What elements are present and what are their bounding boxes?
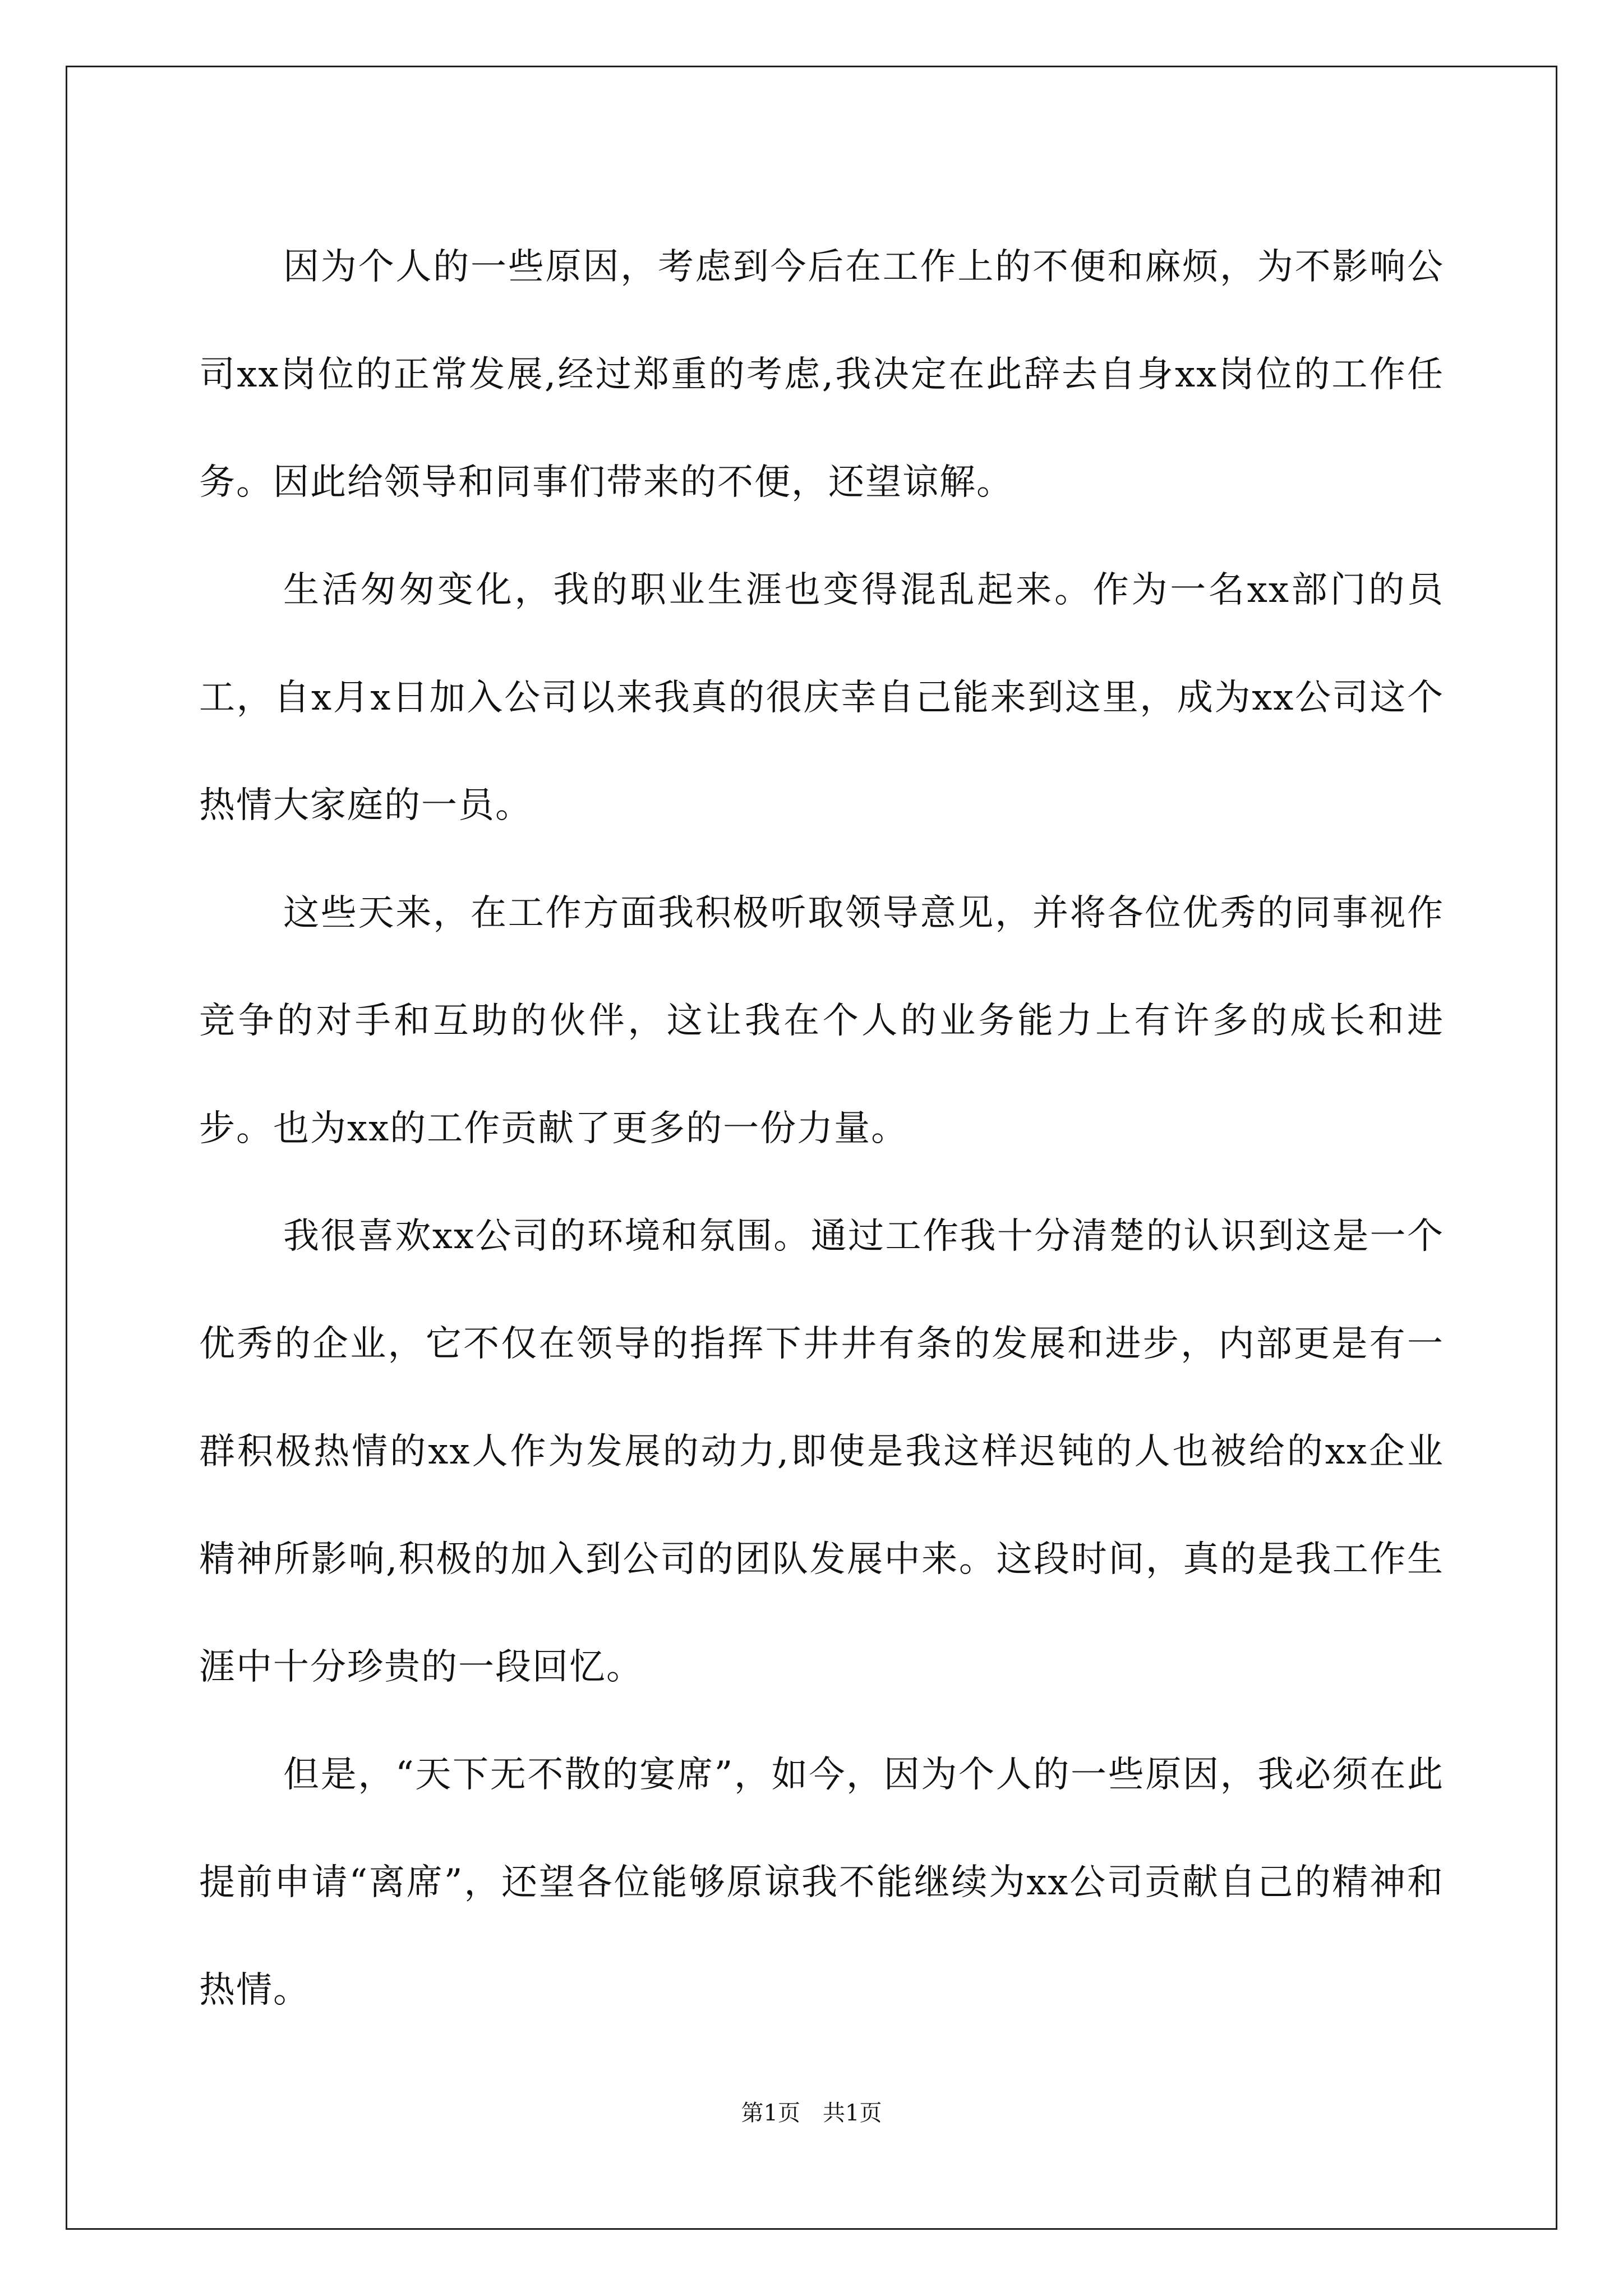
document-body xyxy=(199,213,1444,2044)
paragraph-2: 生活匆匆变化，我的职业生涯也变得混乱起来。作为一名xx部门的员工，自x月x日加入公司以来我真的很庆幸自己能来到这里，成为xx公司这个热情大家庭的一员。 xyxy=(199,569,1444,826)
page-number-footer: 第1页 共1页 xyxy=(741,2100,882,2126)
paragraph-3: 这些天来，在工作方面我积极听取领导意见，并将各位优秀的同事视作竞争的对手和互助的伙伴，这让我在个人的业务能力上有许多的成长和进步。也为xx的工作贡献了更多的一份力量。 xyxy=(199,892,1444,1149)
paragraph-1: 因为个人的一些原因，考虑到今后在工作上的不便和麻烦，为不影响公司xx岗位的正常发展,经过郑重的考虑,我决定在此辞去自身xx岗位的工作任务。因此给领导和同事们带来的不便，还望谅解。 xyxy=(199,246,1444,503)
paragraph-4: 我很喜欢xx公司的环境和氛围。通过工作我十分清楚的认识到这是一个优秀的企业，它不仅在领导的指挥下井井有条的发展和进步，内部更是有一群积极热情的xx人作为发展的动力,即使是我这样迟钝的人也被给的xx企业精神所影响,积极的加入到公司的团队发展中来。这段时间，真的是我工作生涯中十分珍贵的一段回忆。 xyxy=(199,1216,1444,1688)
paragraph-5: 但是，“天下无不散的宴席”，如今，因为个人的一些原因，我必须在此提前申请“离席”，还望各位能够原谅我不能继续为xx公司贡献自己的精神和热情。 xyxy=(199,1754,1444,2011)
